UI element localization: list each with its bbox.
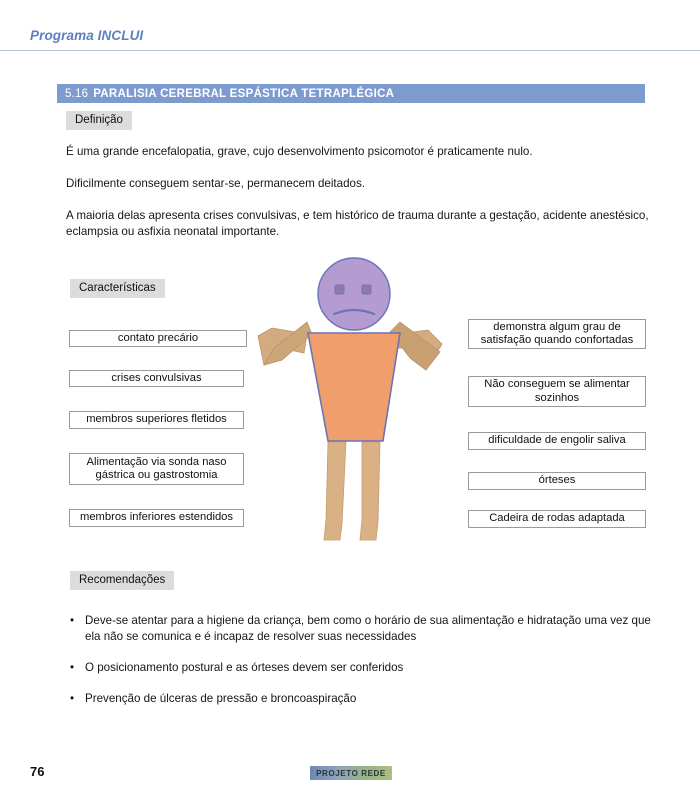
section-title: PARALISIA CEREBRAL ESPÁSTICA TETRAPLÉGICA bbox=[93, 87, 395, 100]
definition-paragraph-3: A maioria delas apresenta crises convulsivas, e tem histórico de trauma durante a gestação, acidente anestésico, eclampsia ou asfixia neonatal importante. bbox=[66, 209, 649, 238]
figure-head bbox=[318, 258, 390, 330]
label-definicao: Definição bbox=[66, 111, 132, 130]
page-header bbox=[0, 0, 700, 52]
label-recomendacoes: Recomendações bbox=[70, 571, 174, 590]
definition-paragraph-1: É uma grande encefalopatia, grave, cujo desenvolvimento psicomotor é praticamente nulo. bbox=[66, 145, 533, 158]
recommendation-text-2: O posicionamento postural e as órteses devem ser conferidos bbox=[85, 661, 404, 674]
characteristic-box-left-3: membros superiores fletidos bbox=[69, 411, 244, 429]
bullet-icon: • bbox=[70, 614, 75, 627]
characteristic-box-right-3: dificuldade de engolir saliva bbox=[468, 432, 646, 450]
section-title-bar bbox=[57, 84, 645, 103]
figure-left-eye bbox=[335, 285, 344, 294]
definition-paragraph-2: Dificilmente conseguem sentar-se, permanecem deitados. bbox=[66, 177, 366, 190]
label-caracteristicas: Características bbox=[70, 279, 165, 298]
running-header-title: Programa INCLUI bbox=[30, 28, 144, 43]
figure-right-eye bbox=[362, 285, 371, 294]
characteristic-box-left-4: Alimentação via sonda naso gástrica ou gastrostomia bbox=[69, 453, 244, 485]
bullet-icon: • bbox=[70, 661, 75, 674]
section-number: 5.16 bbox=[65, 87, 89, 100]
characteristic-box-left-2: crises convulsivas bbox=[69, 370, 244, 387]
projeto-rede-logo-text: PROJETO REDE bbox=[316, 768, 386, 778]
figure-left-arm bbox=[258, 322, 312, 365]
characteristic-box-left-5: membros inferiores estendidos bbox=[69, 509, 244, 527]
recommendation-item-1 bbox=[66, 613, 656, 645]
characteristic-box-right-5: Cadeira de rodas adaptada bbox=[468, 510, 646, 528]
child-figure-illustration bbox=[250, 252, 470, 552]
header-divider bbox=[0, 50, 700, 51]
bullet-icon: • bbox=[70, 692, 75, 705]
recommendation-text-3: Prevenção de úlceras de pressão e broncoaspiração bbox=[85, 692, 357, 705]
recommendation-item-2 bbox=[66, 660, 656, 676]
page-number: 76 bbox=[30, 764, 45, 779]
projeto-rede-logo bbox=[310, 766, 392, 780]
recommendation-text-1: Deve-se atentar para a higiene da criança, bem como o horário de sua alimentação e hidratação uma vez que ela não se comunica e é incapaz de resolver suas necessidades bbox=[85, 614, 651, 643]
characteristic-box-right-1: demonstra algum grau de satisfação quando confortadas bbox=[468, 319, 646, 349]
characteristic-box-left-1: contato precário bbox=[69, 330, 247, 347]
figure-torso bbox=[308, 333, 400, 441]
recommendations-list bbox=[66, 613, 656, 722]
recommendation-item-3 bbox=[66, 691, 656, 707]
figure-legs bbox=[324, 442, 380, 540]
characteristic-box-right-2: Não conseguem se alimentar sozinhos bbox=[468, 376, 646, 407]
characteristic-box-right-4: órteses bbox=[468, 472, 646, 490]
